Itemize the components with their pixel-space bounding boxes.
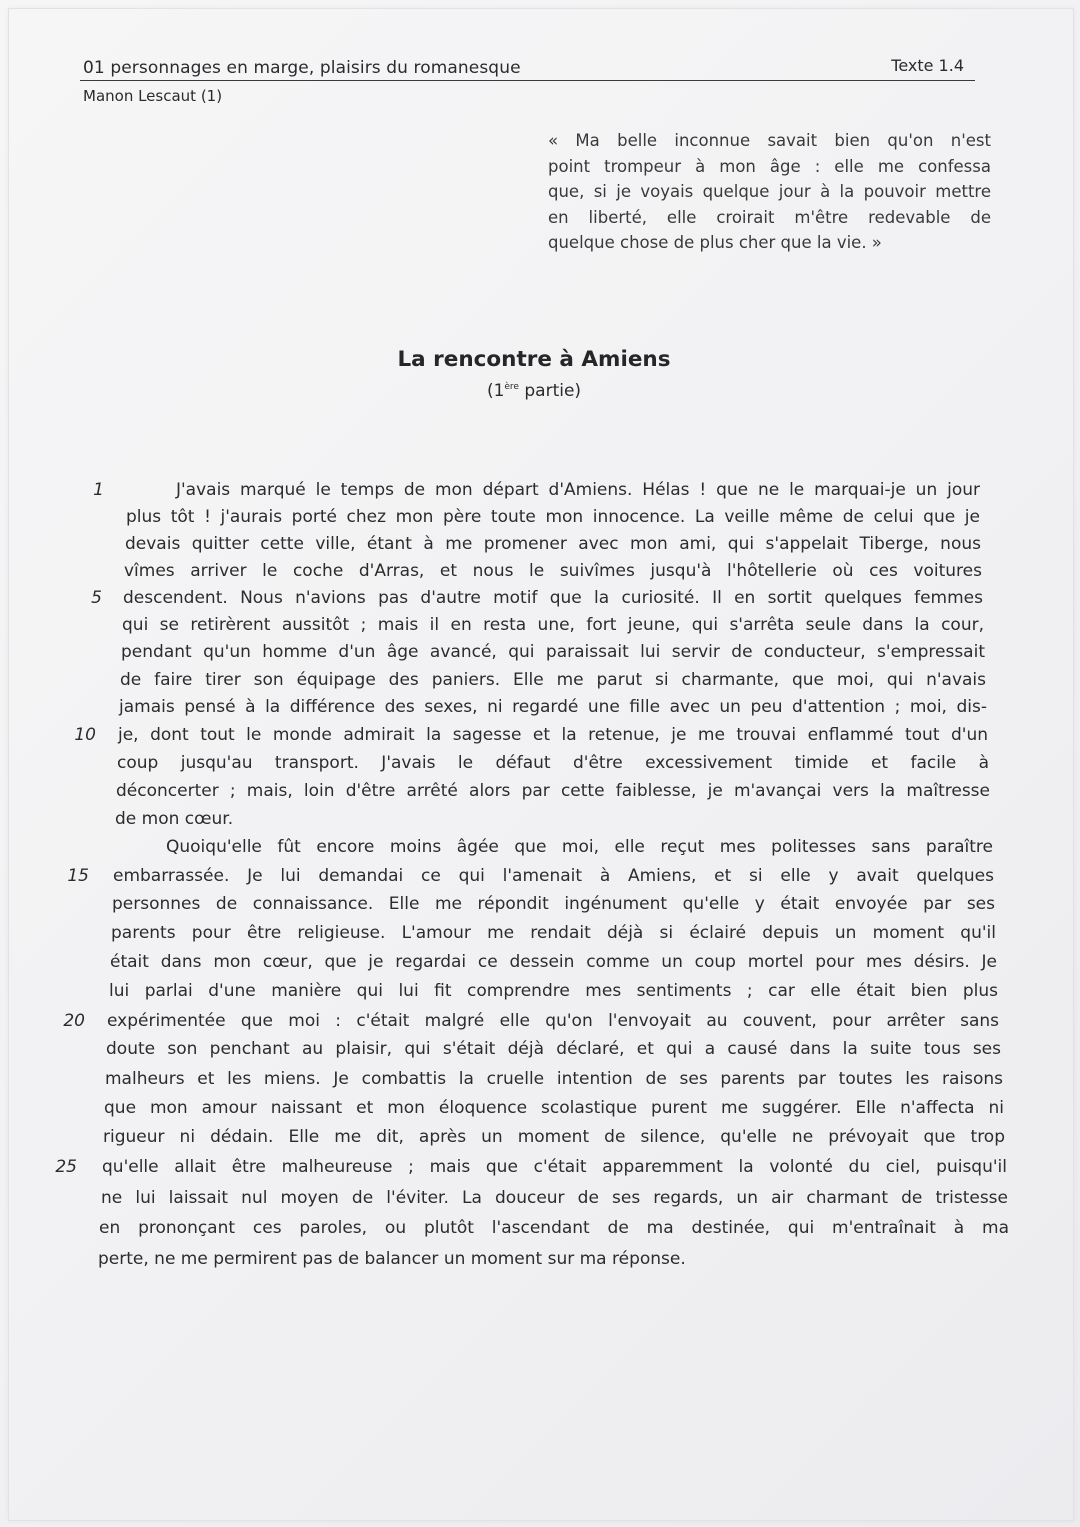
work-title: Manon Lescaut (1) — [83, 87, 223, 105]
text-line: était dans mon cœur, que je regardai ce dessein comme un coup mortel pour mes désirs. Je — [110, 952, 997, 972]
text-line: J'avais marqué le temps de mon départ d'Amiens. Hélas ! que ne le marquai-je un jour — [176, 480, 980, 500]
epigraph-line: en liberté, elle croirait m'être redevable de — [548, 207, 991, 227]
text-line: pendant qu'un homme d'un âge avancé, qui paraissait lui servir de conducteur, s'empressait — [121, 642, 985, 662]
text-line: qui se retirèrent aussitôt ; mais il en resta une, fort jeune, qui s'arrêta seule dans la cour, — [122, 615, 984, 635]
text-line: de mon cœur. — [115, 809, 234, 829]
text-line: coup jusqu'au transport. J'avais le défaut d'être excessivement timide et facile à — [117, 753, 989, 773]
text-line: jamais pensé à la différence des sexes, ni regardé une fille avec un peu d'attention ; moi, dis- — [119, 697, 987, 717]
text-line: perte, ne me permirent pas de balancer un moment sur ma réponse. — [98, 1249, 686, 1269]
epigraph-line: quelque chose de plus cher que la vie. » — [548, 233, 882, 252]
epigraph-line: point trompeur à mon âge : elle me confessa — [548, 156, 991, 176]
text-line: descendent. Nous n'avions pas d'autre motif que la curiosité. Il en sortit quelques femmes — [123, 588, 983, 608]
line-number: 25 — [55, 1157, 77, 1177]
text-line: malheurs et les miens. Je combattis la cruelle intention de ses parents par toutes les raisons — [105, 1069, 1003, 1089]
text-line: que mon amour naissant et mon éloquence scolastique purent me suggérer. Elle n'affecta ni — [104, 1098, 1004, 1118]
text-line: expérimentée que moi : c'était malgré elle qu'on l'envoyait au couvent, pour arrêter sans — [107, 1011, 999, 1031]
text-line: en prononçant ces paroles, ou plutôt l'ascendant de ma destinée, qui m'entraînait à ma — [99, 1218, 1009, 1238]
text-line: je, dont tout le monde admirait la sagesse et la retenue, je me trouvai enflammé tout d'un — [118, 725, 988, 745]
line-number: 1 — [93, 480, 104, 500]
text-line: Quoiqu'elle fût encore moins âgée que moi, elle reçut mes politesses sans paraître — [166, 837, 993, 857]
text-line: rigueur ni dédain. Elle me dit, après un moment de silence, qu'elle ne prévoyait que trop — [103, 1127, 1005, 1147]
text-line: personnes de connaissance. Elle me répondit ingénument qu'elle y était envoyée par ses — [112, 894, 995, 914]
text-line: parents pour être religieuse. L'amour me rendait déjà si éclairé depuis un moment qu'il — [111, 923, 996, 943]
passage-subtitle: (1ère partie) — [486, 381, 582, 401]
text-line: lui parlai d'une manière qui lui fit comprendre mes sentiments ; car elle était bien plus — [109, 981, 998, 1001]
text-line: ne lui laissait nul moyen de l'éviter. La douceur de ses regards, un air charmant de tristesse — [101, 1188, 1008, 1208]
line-number: 15 — [67, 866, 89, 886]
text-line: devais quitter cette ville, étant à me promener avec mon ami, qui s'appelait Tiberge, nous — [125, 534, 981, 554]
text-number: Texte 1.4 — [891, 56, 964, 75]
epigraph-line: « Ma belle inconnue savait bien qu'on n'est — [548, 131, 991, 150]
line-number: 20 — [63, 1011, 85, 1031]
text-line: vîmes arriver le coche d'Arras, et nous le suivîmes jusqu'à l'hôtellerie où ces voitures — [124, 561, 982, 581]
text-line: déconcerter ; mais, loin d'être arrêté alors par cette faiblesse, je m'avançai vers la maîtresse — [116, 781, 990, 801]
text-line: embarrassée. Je lui demandai ce qui l'amenait à Amiens, et si elle y avait quelques — [113, 866, 994, 886]
course-header: 01 personnages en marge, plaisirs du romanesque — [83, 58, 521, 78]
text-line: qu'elle allait être malheureuse ; mais que c'était apparemment la volonté du ciel, puisqu'il — [102, 1157, 1007, 1177]
text-line: doute son penchant au plaisir, qui s'était déjà déclaré, et qui a causé dans la suite tous ses — [106, 1039, 1001, 1059]
text-line: de faire tirer son équipage des paniers. Elle me parut si charmante, que moi, qui n'avais — [120, 670, 986, 690]
line-number: 10 — [74, 725, 96, 745]
line-number: 5 — [91, 588, 102, 608]
passage-title: La rencontre à Amiens — [397, 347, 671, 372]
epigraph-line: que, si je voyais quelque jour à la pouvoir mettre — [548, 182, 991, 201]
text-line: plus tôt ! j'aurais porté chez mon père toute mon innocence. La veille même de celui que je — [126, 507, 980, 527]
